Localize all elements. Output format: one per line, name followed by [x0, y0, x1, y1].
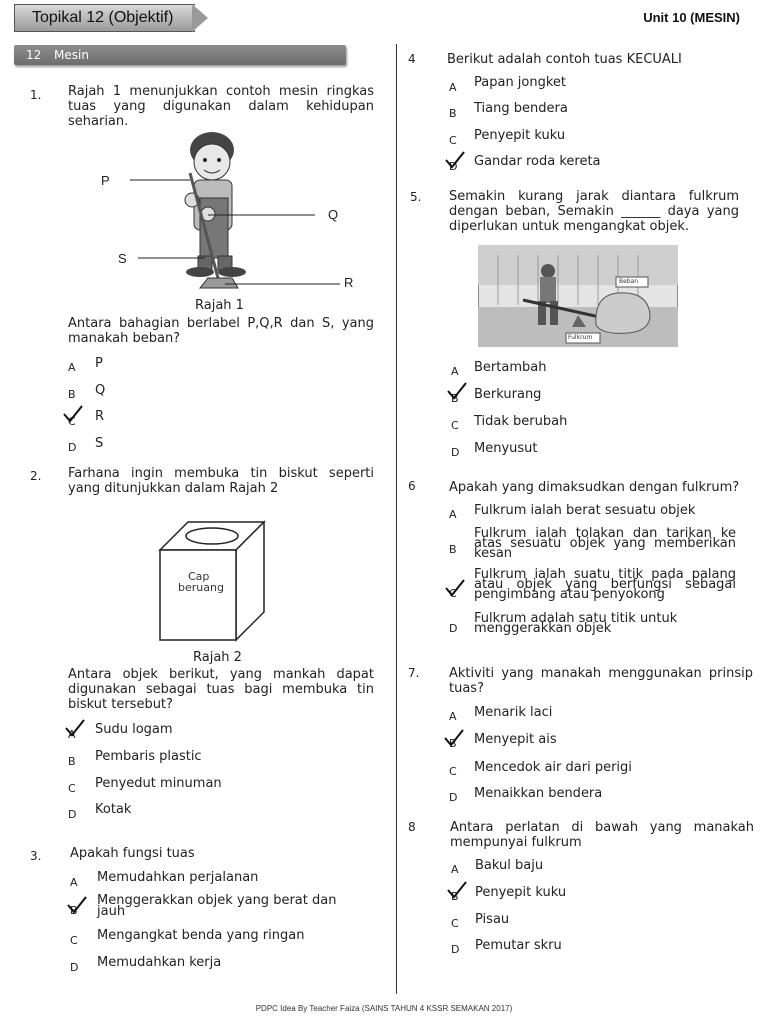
- q3-option-a[interactable]: Memudahkan perjalanan: [97, 870, 259, 885]
- unit-label: Unit 10 (MESIN): [643, 10, 740, 25]
- q7-option-a-letter: A: [449, 710, 457, 723]
- q4-option-a[interactable]: Papan jongket: [474, 75, 567, 90]
- q4-checkmark-icon: [444, 150, 466, 170]
- q4-option-c[interactable]: Penyepit kuku: [474, 128, 566, 143]
- q8-option-b[interactable]: Penyepit kuku: [475, 885, 567, 900]
- q4-number: 4: [408, 52, 416, 66]
- q5-option-a-letter: A: [451, 365, 459, 378]
- q8-option-c-letter: C: [451, 917, 459, 930]
- q5-option-d-letter: D: [451, 446, 460, 459]
- label-p: P: [101, 173, 110, 188]
- q4-option-d[interactable]: Gandar roda kereta: [474, 154, 601, 169]
- fig-label-fulkrum: Fulkrum: [568, 334, 593, 341]
- q8-number: 8: [408, 820, 416, 834]
- q7-option-c-letter: C: [449, 765, 457, 778]
- q6-option-a[interactable]: Fulkrum ialah berat sesuatu objek: [474, 503, 696, 518]
- tin-lid: [186, 528, 238, 544]
- q8-option-a[interactable]: Bakul baju: [475, 858, 544, 873]
- q7-option-c[interactable]: Mencedok air dari perigi: [474, 760, 632, 775]
- q6-option-d-letter: D: [449, 622, 458, 635]
- q1-option-c[interactable]: R: [95, 409, 105, 424]
- q2-option-a[interactable]: Sudu logam: [95, 722, 173, 737]
- q1-caption: Rajah 1: [195, 298, 244, 313]
- q3-option-a-letter: A: [70, 876, 78, 889]
- q4-text: Berikut adalah contoh tuas KECUALI: [447, 52, 682, 67]
- q8-option-c[interactable]: Pisau: [475, 912, 510, 927]
- q6-option-b[interactable]: Fulkrum ialah tolakan dan tarikan ke atas sesuatu objek yang memberikan kesan: [474, 526, 736, 561]
- q6-option-c[interactable]: Fulkrum ialah suatu titik pada palang atau objek yang berfungsi sebagai pengimbang atau penyokong: [474, 567, 736, 602]
- q2-checkmark-icon: [64, 718, 86, 738]
- q6-checkmark-icon: [444, 578, 466, 598]
- section-name: Mesin: [54, 48, 89, 62]
- q3-text: Apakah fungsi tuas: [70, 846, 195, 861]
- title-banner: [14, 4, 212, 32]
- q4-option-b[interactable]: Tiang bendera: [474, 101, 568, 116]
- q3-option-b-letter: B: [70, 904, 78, 917]
- q3-checkmark-icon: [66, 895, 88, 915]
- q6-option-d[interactable]: Fulkrum adalah satu titik untuk menggerakkan objek: [474, 611, 678, 636]
- broom-head: [200, 278, 238, 288]
- q1-checkmark-icon: [62, 404, 84, 424]
- q2-text: Farhana ingin membuka tin biskut seperti yang ditunjukkan dalam Rajah 2: [68, 466, 374, 496]
- q5-option-a[interactable]: Bertambah: [474, 360, 547, 375]
- q1-option-d[interactable]: S: [95, 436, 104, 451]
- q2-option-c-letter: C: [68, 782, 76, 795]
- label-s: S: [118, 251, 127, 266]
- q7-text: Aktiviti yang manakah menggunakan prinsip tuas?: [449, 666, 753, 696]
- q4-option-a-letter: A: [449, 81, 457, 94]
- q1-number: 1.: [30, 88, 42, 102]
- q7-option-b[interactable]: Menyepit ais: [474, 732, 557, 747]
- q5-option-b[interactable]: Berkurang: [474, 387, 542, 402]
- q2-prompt: Antara objek berikut, yang mankah dapat digunakan sebagai tuas bagi membuka tin biskut tersebut?: [68, 667, 374, 712]
- q3-option-d[interactable]: Memudahkan kerja: [97, 955, 222, 970]
- q8-option-b-letter: B: [451, 890, 459, 903]
- q1-option-c-letter: C: [68, 415, 76, 428]
- q4-option-b-letter: B: [449, 107, 457, 120]
- q5-figure-lever-rock: [478, 245, 678, 347]
- q2-option-d[interactable]: Kotak: [95, 802, 132, 817]
- q1-option-b-letter: B: [68, 388, 76, 401]
- q2-option-d-letter: D: [68, 808, 77, 821]
- label-q: Q: [328, 207, 339, 222]
- q1-text: Rajah 1 menunjukkan contoh mesin ringkas tuas yang digunakan dalam kehidupan seharian.: [68, 84, 374, 129]
- rock-load: [596, 293, 650, 333]
- q7-option-d-letter: D: [449, 791, 458, 804]
- page-footer: PDPC Idea By Teacher Faiza (SAINS TAHUN 4 KSSR SEMAKAN 2017): [255, 1004, 513, 1013]
- section-number: 12: [26, 48, 42, 62]
- q6-number: 6: [408, 479, 416, 493]
- q2-option-b-letter: B: [68, 755, 76, 768]
- q8-option-d-letter: D: [451, 943, 460, 956]
- label-r: R: [344, 275, 354, 290]
- q5-number: 5.: [410, 190, 422, 204]
- q1-option-a[interactable]: P: [95, 356, 103, 371]
- fig-label-beban: Beban: [619, 278, 639, 285]
- q2-option-b[interactable]: Pembaris plastic: [95, 749, 202, 764]
- q8-text: Antara perlatan di bawah yang manakah mempunyai fulkrum: [450, 820, 754, 850]
- section-banner: [14, 45, 346, 65]
- q6-option-b-letter: B: [449, 543, 457, 556]
- q5-option-c-letter: C: [451, 419, 459, 432]
- q1-option-b[interactable]: Q: [95, 383, 106, 398]
- q5-option-b-letter: B: [451, 392, 459, 405]
- q3-option-d-letter: D: [70, 961, 79, 974]
- tin-label-1: Cap: [188, 570, 210, 583]
- q2-option-a-letter: A: [68, 728, 76, 741]
- q5-option-c[interactable]: Tidak berubah: [474, 414, 568, 429]
- q8-checkmark-icon: [446, 880, 468, 900]
- page-title: Topikal 12 (Objektif): [32, 9, 174, 26]
- q6-option-a-letter: A: [449, 508, 457, 521]
- q7-option-b-letter: B: [449, 737, 457, 750]
- q2-option-c[interactable]: Penyedut minuman: [95, 776, 222, 791]
- q2-number: 2.: [30, 469, 42, 483]
- q3-option-b[interactable]: Menggerakkan objek yang berat dan jauh: [97, 893, 337, 919]
- q7-number: 7.: [408, 666, 420, 680]
- column-divider: [396, 44, 397, 994]
- q8-option-a-letter: A: [451, 863, 459, 876]
- q8-option-d[interactable]: Pemutar skru: [475, 938, 562, 953]
- q5-option-d[interactable]: Menyusut: [474, 441, 538, 456]
- q7-option-d[interactable]: Menaikkan bendera: [474, 786, 603, 801]
- q1-prompt: Antara bahagian berlabel P,Q,R dan S, yang manakah beban?: [68, 316, 374, 346]
- q2-caption: Rajah 2: [193, 650, 242, 665]
- q5-checkmark-icon: [446, 381, 468, 401]
- q3-option-c-letter: C: [70, 934, 78, 947]
- q7-checkmark-icon: [443, 728, 465, 748]
- q3-option-c[interactable]: Mengangkat benda yang ringan: [97, 928, 305, 943]
- q4-option-c-letter: C: [449, 134, 457, 147]
- tin-label-2: beruang: [178, 581, 224, 594]
- q6-option-c-letter: C: [449, 587, 457, 600]
- q6-text: Apakah yang dimaksudkan dengan fulkrum?: [449, 480, 740, 495]
- q1-option-a-letter: A: [68, 361, 76, 374]
- q1-option-d-letter: D: [68, 441, 77, 454]
- q4-option-d-letter: D: [449, 160, 458, 173]
- q7-option-a[interactable]: Menarik laci: [474, 705, 553, 720]
- boy-illustration: [185, 132, 246, 277]
- q3-number: 3.: [30, 849, 42, 863]
- q5-text: Semakin kurang jarak diantara fulkrum dengan beban, Semakin ______ daya yang diperlukan untuk mengangkat objek.: [449, 189, 739, 234]
